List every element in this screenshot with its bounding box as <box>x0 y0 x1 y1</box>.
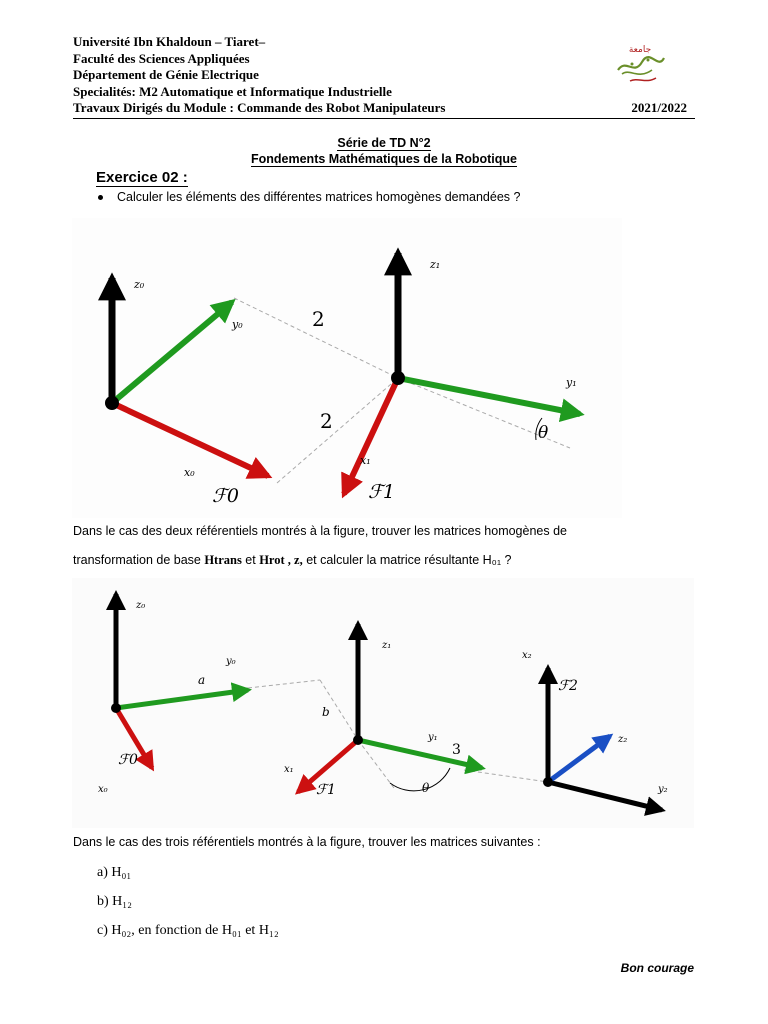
matrix-list <box>97 858 279 945</box>
y0-axis-2 <box>116 690 248 708</box>
b-label: b <box>322 705 330 719</box>
exercise-heading: Exercice 02 : <box>96 169 188 186</box>
z0-label-2: z₀ <box>136 600 146 611</box>
question-1 <box>73 517 713 575</box>
z2-label: z₂ <box>618 734 628 745</box>
instruction-text: Calculer les éléments des différentes matrices homogènes demandées ? <box>117 190 521 204</box>
x2-label: x₂ <box>522 650 532 661</box>
figure-two-frames <box>72 218 622 518</box>
y2-label: y₂ <box>658 784 668 795</box>
a-label: a <box>198 673 206 687</box>
question-1-line-1: Dans le cas des deux référentiels montrés à la figure, trouver les matrices homogènes de <box>73 524 567 538</box>
distance-3-label: 3 <box>452 742 461 758</box>
y0-label: y₀ <box>232 318 243 331</box>
y1-label: y₁ <box>566 376 577 389</box>
subject-title: Fondements Mathématiques de la Robotique <box>251 152 517 166</box>
y2-axis <box>548 782 662 810</box>
x1-label: x₁ <box>360 454 371 467</box>
y0-axis <box>112 302 232 403</box>
frame1-label: ℱ1 <box>368 481 396 503</box>
z1-label: z₁ <box>430 258 441 271</box>
x0-label: x₀ <box>184 466 195 479</box>
specialty-line: Specialités: M2 Automatique et Informatique Industrielle <box>73 83 392 99</box>
angle-label: θ <box>538 423 549 443</box>
origin-0-2 <box>111 703 121 713</box>
list-item: b) H₁₂ <box>97 894 133 909</box>
university-logo <box>612 40 668 86</box>
angle-label-2: θ <box>422 781 430 795</box>
h-trans-symbol: Htrans <box>204 553 242 567</box>
list-item: c) H₀₂, en fonction de H₀₁ et H₁₂ <box>97 923 279 938</box>
origin-1-2 <box>353 735 363 745</box>
frame0-label-2: ℱ0 <box>118 752 138 768</box>
y0-label-2: y₀ <box>226 656 236 667</box>
distance-label-top: 2 <box>312 307 325 331</box>
bullet-icon <box>98 195 103 200</box>
header-divider <box>73 118 695 119</box>
x1-axis <box>344 378 398 494</box>
frame2-label: ℱ2 <box>558 678 578 694</box>
document-header <box>73 34 695 117</box>
y1-axis <box>398 378 580 414</box>
question-1-line-2: transformation de base Htrans et Hrot , z, et calculer la matrice résultante H₀₁ ? <box>73 553 512 567</box>
h-rot-symbol: Hrot , z, <box>259 553 303 567</box>
closing-note: Bon courage <box>620 961 694 975</box>
logo-top-text: جامعة <box>628 45 652 55</box>
department-name: Département de Génie Electrique <box>73 67 259 83</box>
z0-label: z₀ <box>134 278 145 291</box>
origin-0 <box>105 396 119 410</box>
y1-axis-2 <box>358 740 482 768</box>
z1-label-2: z₁ <box>382 640 392 651</box>
list-item: a) H₀₁ <box>97 865 132 880</box>
z2-axis <box>548 736 610 782</box>
module-line: Travaux Dirigés du Module : Commande des Robot Manipulateurs <box>73 100 446 116</box>
frame0-label: ℱ0 <box>212 485 240 507</box>
x1-label-2: x₁ <box>284 764 294 775</box>
figure-three-frames <box>72 578 694 828</box>
y1-label-2: y₁ <box>428 732 438 743</box>
faculty-name: Faculté des Sciences Appliquées <box>73 50 250 66</box>
distance-label-bottom: 2 <box>320 409 333 433</box>
instruction-bullet <box>98 190 520 204</box>
series-title-block <box>0 135 768 167</box>
x0-label-2: x₀ <box>98 784 108 795</box>
university-name: Université Ibn Khaldoun – Tiaret– <box>73 34 266 49</box>
question-2: Dans le cas des trois référentiels montrés à la figure, trouver les matrices suivantes : <box>73 835 541 849</box>
frame1-label-2: ℱ1 <box>316 782 336 798</box>
origin-1 <box>391 371 405 385</box>
origin-2 <box>543 777 553 787</box>
academic-year: 2021/2022 <box>631 100 687 115</box>
series-title: Série de TD N°2 <box>337 136 431 150</box>
angle-arc-2 <box>390 768 450 791</box>
